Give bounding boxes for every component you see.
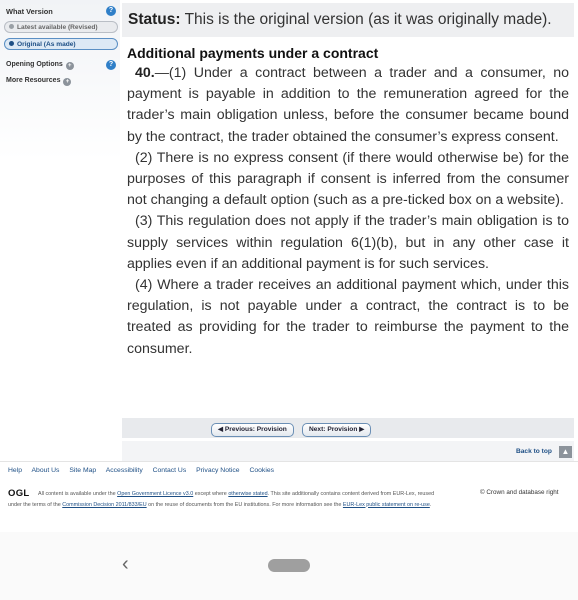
footer-link-accessibility[interactable]: Accessibility [105, 467, 143, 474]
footer-link-help[interactable]: Help [8, 467, 22, 474]
status-banner [122, 3, 574, 37]
provision-paragraph-2: (2) There is no express consent (if there would otherwise be) for the purposes of this paragraph if consent is inferred from the consumer not changing a default option (such as a pre-ticked box on a website). [127, 149, 569, 209]
radio-icon [9, 24, 14, 29]
radio-selected-icon [9, 41, 14, 46]
footer-link-site-map[interactable]: Site Map [69, 467, 97, 474]
what-version-help-icon[interactable]: ? [106, 6, 116, 16]
provision-paragraph-4: (4) Where a trader receives an additional payment which, under this regulation, is not payable under a contract, the contract is to be treated as providing for the trader to reimburse the payment to the consumer. [127, 277, 569, 357]
footer-link-about-us[interactable]: About Us [31, 467, 60, 474]
provision-number: 40. [135, 65, 155, 81]
licence-mid: except where [193, 491, 229, 497]
provision-content [127, 44, 569, 360]
licence-tail: . This site additionally contains content derived from EUR-Lex, reused under the terms of the [8, 491, 435, 508]
commission-decision-link[interactable]: Commission Decision 2011/833/EU [62, 501, 147, 508]
otherwise-stated-link[interactable]: otherwise stated [228, 491, 268, 497]
licence-end: . [429, 501, 432, 508]
more-resources-label: More Resources [6, 77, 61, 84]
footer-link-privacy-notice[interactable]: Privacy Notice [196, 467, 240, 474]
paragraph-text: —(1) Under a contract between a trader and a consumer, no payment is payable in addition to the remuneration agreed for the trader’s main obligation unless, before the consumer became bound by the contract, the trader obtained the consumer’s express consent. [127, 65, 569, 145]
decision-tail: on the reuse of documents from the EU institutions. For more information see the [146, 501, 343, 508]
expand-plus-icon: + [66, 62, 74, 70]
crown-copyright: © Crown and database right [480, 489, 559, 496]
next-provision-button[interactable]: Next: Provision ▶ [302, 423, 371, 437]
footer-link-contact-us[interactable]: Contact Us [152, 467, 187, 474]
eurlex-statement-link[interactable]: EUR-Lex public statement on re-use [342, 501, 430, 508]
provision-title: Additional payments under a contract [127, 45, 379, 61]
footer-link-cookies[interactable]: Cookies [249, 467, 275, 474]
status-label: Status: [128, 11, 181, 28]
latest-version-label: Latest available (Revised) [17, 24, 98, 31]
back-to-top-link[interactable]: Back to top [516, 448, 552, 455]
opening-options-toggle[interactable] [6, 61, 74, 70]
back-chevron-icon[interactable]: ‹ [122, 553, 129, 575]
licence-statement [8, 489, 448, 510]
version-sidebar [0, 0, 120, 160]
ogl-licence-link[interactable]: Open Government Licence v3.0 [117, 491, 194, 497]
provision-paragraph-1 [127, 63, 569, 148]
arrow-up-icon[interactable]: ▲ [559, 446, 572, 458]
licence-prefix: All content is available under the [38, 491, 118, 497]
back-to-top-bar [122, 441, 574, 461]
opening-options-help-icon[interactable]: ? [106, 60, 116, 70]
ogl-logo[interactable]: OGL [8, 488, 30, 499]
latest-version-option[interactable] [4, 21, 118, 33]
footer-links [8, 467, 282, 474]
more-resources-toggle[interactable] [6, 77, 71, 86]
home-pill-button[interactable] [268, 559, 310, 572]
opening-options-label: Opening Options [6, 61, 63, 68]
previous-provision-button[interactable]: ◀ Previous: Provision [211, 423, 294, 437]
original-version-option[interactable] [4, 38, 118, 50]
expand-plus-icon: + [63, 78, 71, 86]
what-version-heading: What Version [6, 7, 53, 16]
original-version-label: Original (As made) [17, 41, 76, 48]
provision-paragraph-3: (3) This regulation does not apply if the trader’s main obligation is to supply services within regulation 6(1)(b), but in any other case it applies even if an additional payment is for such services. [127, 213, 569, 272]
status-text: This is the original version (as it was originally made). [184, 11, 552, 28]
